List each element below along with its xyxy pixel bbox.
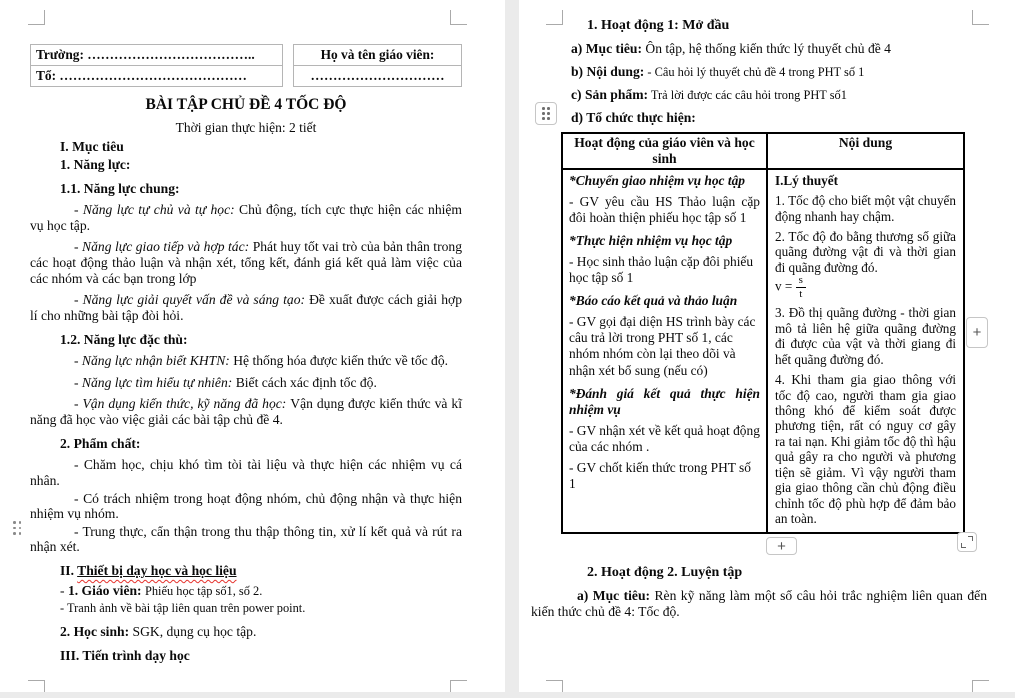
text-run: Hệ thống hóa được kiến thức về tốc độ. (233, 353, 449, 369)
text-run: - Năng lực tự chủ và tự học: (74, 202, 240, 218)
insert-row-button[interactable]: + (766, 537, 797, 555)
text-run: Phiếu học tập số1, số 2. (144, 583, 263, 598)
table-header-activities: Hoạt động của giáo viên và học sinh (562, 133, 767, 169)
document-title: BÀI TẬP CHỦ ĐỀ 4 TỐC ĐỘ (145, 96, 347, 113)
activity-table (561, 132, 965, 535)
text-run: *Đánh giá kết quả thực hiện nhiệm vụ (569, 385, 760, 417)
text-run: - GV yêu cầu HS Thảo luận cặp đôi hoàn thiện phiếu học tập số 1 (569, 193, 760, 225)
header-gap (283, 44, 293, 87)
text-run: 1.2. Năng lực đặc thù: (60, 331, 188, 347)
document-subtitle: Thời gian thực hiện: 2 tiết (175, 119, 317, 135)
header-table (30, 44, 462, 87)
teacher-name-label: Họ và tên giáo viên: (293, 44, 462, 66)
paragraph (569, 233, 760, 249)
text-run: - Có trách nhiệm trong hoạt động nhóm, chủ động nhận và thực hiện nhiệm vụ nhóm. (30, 490, 462, 522)
paragraph (569, 460, 760, 492)
text-run: *Chuyển giao nhiệm vụ học tập (569, 172, 745, 188)
text-run: - GV nhận xét về kết quả hoạt động của các nhóm . (569, 422, 760, 454)
formula-lhs: v (775, 278, 782, 294)
insert-column-button[interactable]: + (966, 317, 988, 348)
text-run: III. Tiến trình dạy học (60, 647, 190, 663)
paragraph (775, 173, 956, 188)
text-run: - Năng lực tìm hiểu tự nhiên: (74, 374, 236, 390)
text-run: *Báo cáo kết quả và thảo luận (569, 293, 738, 309)
text-run: SGK, dụng cụ học tập. (132, 623, 257, 639)
text-run: 2. Tốc độ đo bằng thương số giữa quãng đường vật đi và thời gian đi quãng đường đó. (775, 229, 956, 275)
text-run: 2. Phẩm chất: (60, 435, 141, 451)
paragraph (775, 372, 956, 526)
text-run: *Thực hiện nhiệm vụ học tập (569, 232, 733, 248)
text-run: c) Sản phẩm: (571, 87, 649, 103)
text-run: - GV chốt kiến thức trong PHT số 1 (569, 459, 751, 491)
right-page-body (531, 12, 987, 620)
paragraph (30, 202, 462, 233)
paragraph (569, 293, 760, 309)
paragraph (30, 563, 462, 579)
text-run: Đề xuất được cách giải hợp lí cho những bài tập đòi hỏi. (30, 292, 462, 323)
paragraph (30, 436, 462, 452)
text-run: Chủ động, tích cực thực hiện các nhiệm vụ học tập. (30, 202, 462, 233)
paragraph (30, 157, 462, 173)
text-run: 3. Đồ thị quãng đường - thời gian mô tả liên hệ giữa quãng đường đi được của vật và thời giang đi hết quãng đường đó. (775, 305, 956, 367)
paragraph (547, 18, 987, 34)
text-run: 4. Khi tham gia giao thông với tốc độ cao, người tham gia giao thông khó để kiểm soát được phương tiện, rất có nguy cơ gây ra tai nạn. Khi giảm tốc độ thì hậu quả gây ra cho người và phương tiện sẽ giảm. Vì vậy người tham gia giao thông cần chủ động điều chỉnh tốc độ phù hợp để đảm bảo an toàn. (775, 372, 956, 527)
paragraph (30, 524, 462, 555)
text-run: a) Mục tiêu: (571, 41, 642, 57)
text-run: - GV gọi đại diện HS trình bày các câu trả lời trong PHT số 1, các nhóm nhóm còn lại theo dõi và nhận xét bổ sung (nếu có) (569, 314, 756, 378)
paragraph (30, 457, 462, 488)
paragraph (30, 491, 462, 522)
paragraph (531, 588, 987, 620)
paragraph (30, 624, 462, 640)
paragraph (569, 254, 760, 286)
table-header-content: Nội dung (767, 133, 964, 169)
group-field: Tổ: …………………………………… (30, 65, 283, 87)
paragraph (547, 41, 987, 57)
paragraph (547, 87, 987, 103)
text-run: 2. Hoạt động 2. Luyện tập (587, 565, 743, 581)
text-run: - Năng lực giải quyết vấn đề và sáng tạo: (74, 292, 310, 308)
paragraph-drag-handle[interactable] (9, 519, 25, 537)
school-field: Trường: ……………………………….. (30, 44, 283, 66)
text-run: d) Tổ chức thực hiện: (571, 110, 696, 126)
table-resize-button[interactable] (957, 532, 977, 552)
text-run: I. Mục tiêu (60, 139, 124, 155)
table-body-row (562, 169, 964, 534)
text-run: 1. Giáo viên: (67, 582, 145, 598)
paragraph (569, 173, 760, 189)
fraction (796, 275, 806, 300)
left-page-body (30, 44, 462, 663)
spellcheck-underlined-text: Thiết bị dạy học và học liệu (77, 563, 237, 579)
text-run: Phát huy tốt vai trò của bản thân trong các hoạt động thảo luận và nhận xét, tổng kết, đánh giá kết quả làm việc của các nhóm và các bạn trong lớp (30, 239, 462, 286)
six-dot-grid-icon (542, 107, 550, 120)
paragraph (775, 193, 956, 224)
paragraph (547, 110, 987, 126)
activity-table-wrapper (561, 132, 982, 535)
text-run: b) Nội dung: (571, 64, 645, 80)
content-cell (767, 169, 964, 534)
text-run: - Vận dụng kiến thức, kỹ năng đã học: (74, 396, 291, 412)
fraction-numerator: s (796, 275, 806, 288)
paragraph (30, 332, 462, 348)
teacher-student-activities-cell (562, 169, 767, 534)
paragraph (30, 583, 462, 599)
text-run: Rèn kỹ năng làm một số câu hỏi trắc nghiệm liên quan đến kiến thức chủ đề 4: Tốc độ. (531, 587, 987, 619)
speed-formula (775, 275, 956, 300)
text-run: Vận dụng được kiến thức và kĩ năng đã học vào việc giải các bài tập chủ đề 4. (30, 396, 462, 428)
page-right (519, 0, 1015, 692)
paragraph (569, 423, 760, 455)
text-run: Ôn tập, hệ thống kiến thức lý thuyết chủ đề 4 (641, 41, 891, 57)
paragraph (547, 64, 987, 80)
activity-outro (531, 565, 987, 619)
text-run: - Trung thực, cẩn thận trong thu thập thông tin, xử lí kết quả và rút ra nhận xét. (30, 523, 462, 555)
text-run: Trả lời được các câu hỏi trong PHT số1 (648, 88, 847, 103)
paragraph (30, 353, 462, 369)
table-header-row (562, 133, 964, 169)
text-run: - (60, 582, 68, 598)
text-run: 1.1. Năng lực chung: (60, 180, 180, 196)
paragraph (569, 314, 760, 378)
paragraph (30, 600, 462, 616)
text-run: I.Lý thuyết (775, 172, 839, 188)
six-dot-grid-icon (13, 521, 21, 535)
paragraph (547, 565, 987, 581)
paragraph (30, 396, 462, 427)
formula-equals: = (781, 278, 796, 294)
text-run: II. (60, 563, 78, 579)
page-left (0, 0, 505, 692)
left-page-paragraphs (30, 139, 462, 663)
text-run: 1. Hoạt động 1: Mở đầu (587, 18, 730, 33)
table-footer-controls (547, 537, 987, 559)
text-run: 2. Học sinh: (60, 623, 133, 639)
header-left-column (30, 44, 283, 87)
text-boundary-mark-icon (450, 10, 467, 25)
text-run: 1. Tốc độ cho biết một vật chuyển động nhanh hay chậm. (775, 193, 956, 224)
paragraph (30, 292, 462, 323)
text-run (77, 563, 236, 578)
paragraph (30, 139, 462, 155)
text-boundary-mark-icon (28, 10, 45, 25)
paragraph (775, 305, 956, 367)
header-right-column (293, 44, 462, 87)
fraction-denominator: t (799, 288, 803, 301)
text-run: a) Mục tiêu: (577, 587, 651, 603)
text-run: - Tranh ảnh về bài tập liên quan trên power point. (60, 601, 306, 616)
paragraph (30, 181, 462, 197)
text-run: - Học sinh thảo luận cặp đôi phiếu học tập số 1 (569, 254, 754, 286)
activity-intro (547, 18, 987, 126)
text-run: - Chăm học, chịu khó tìm tòi tài liệu và thực hiện các nhiệm vụ cá nhân. (30, 457, 462, 488)
paragraph (569, 386, 760, 418)
paragraph (30, 648, 462, 664)
page-bottom-edge (0, 692, 1015, 698)
teacher-name-dots: ………………………… (293, 65, 462, 87)
table-move-handle[interactable] (535, 102, 557, 125)
paragraph (30, 375, 462, 391)
paragraph (30, 239, 462, 286)
paragraph (569, 194, 760, 226)
text-run: - Năng lực nhận biết KHTN: (74, 353, 234, 369)
paragraph (775, 229, 956, 275)
text-run: Biết cách xác định tốc độ. (235, 374, 377, 390)
page-gutter (505, 0, 519, 692)
expand-corners-icon (961, 536, 973, 548)
text-run: - Câu hỏi lý thuyết chủ đề 4 trong PHT số 1 (644, 65, 865, 80)
text-run: - Năng lực giao tiếp và hợp tác: (74, 239, 253, 255)
text-run: 1. Năng lực: (60, 156, 131, 172)
